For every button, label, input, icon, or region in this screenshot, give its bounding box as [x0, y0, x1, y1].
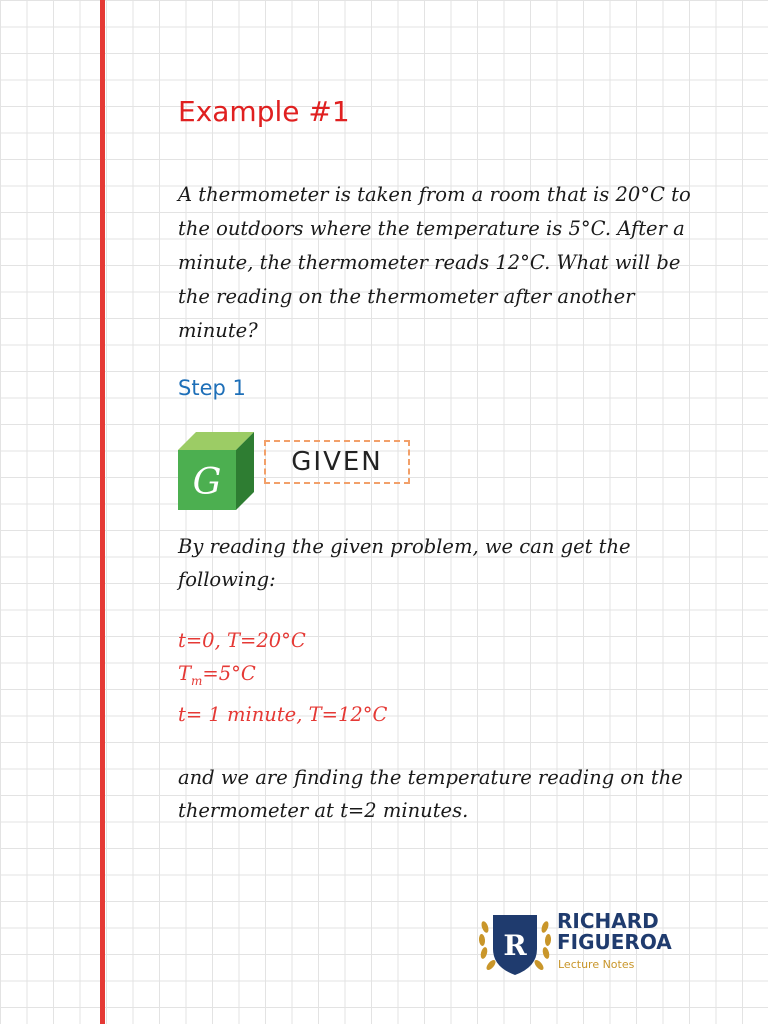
given-header	[176, 430, 426, 510]
given-line-2: $T_m=5^\circ C$	[178, 662, 256, 688]
given-line-1: t=0, T=20°C	[178, 629, 306, 652]
problem-statement: A thermometer is taken from a room that is 20°C to the outdoors where the temperature is 5°C. After a minute, the thermometer reads 12°C. What will be the reading on the thermometer after another minute?	[178, 183, 691, 342]
given-label-box	[264, 440, 410, 484]
brand-name-line-1: RICHARD	[557, 909, 659, 933]
page-title: Example #1	[178, 95, 350, 128]
notebook-margin-line	[100, 0, 105, 1024]
green-cube-icon	[176, 430, 256, 510]
cube-letter: G	[192, 462, 222, 503]
brand-name-line-2: FIGUEROA	[557, 930, 672, 954]
brand-subtitle: Lecture Notes	[558, 958, 635, 971]
step-label: Step 1	[178, 376, 246, 400]
given-line-3: t= 1 minute, T=12°C	[178, 702, 388, 726]
intro-text: By reading the given problem, we can get the following:	[178, 535, 631, 591]
closing-text: and we are finding the temperature reading on the thermometer at t=2 minutes.	[178, 766, 683, 822]
laurel-shield-icon	[475, 905, 555, 981]
brand-logo	[475, 905, 705, 981]
given-label: GIVEN	[291, 447, 383, 477]
given-values	[178, 624, 578, 731]
logo-letter: R	[503, 929, 527, 962]
brand-name	[557, 911, 672, 953]
